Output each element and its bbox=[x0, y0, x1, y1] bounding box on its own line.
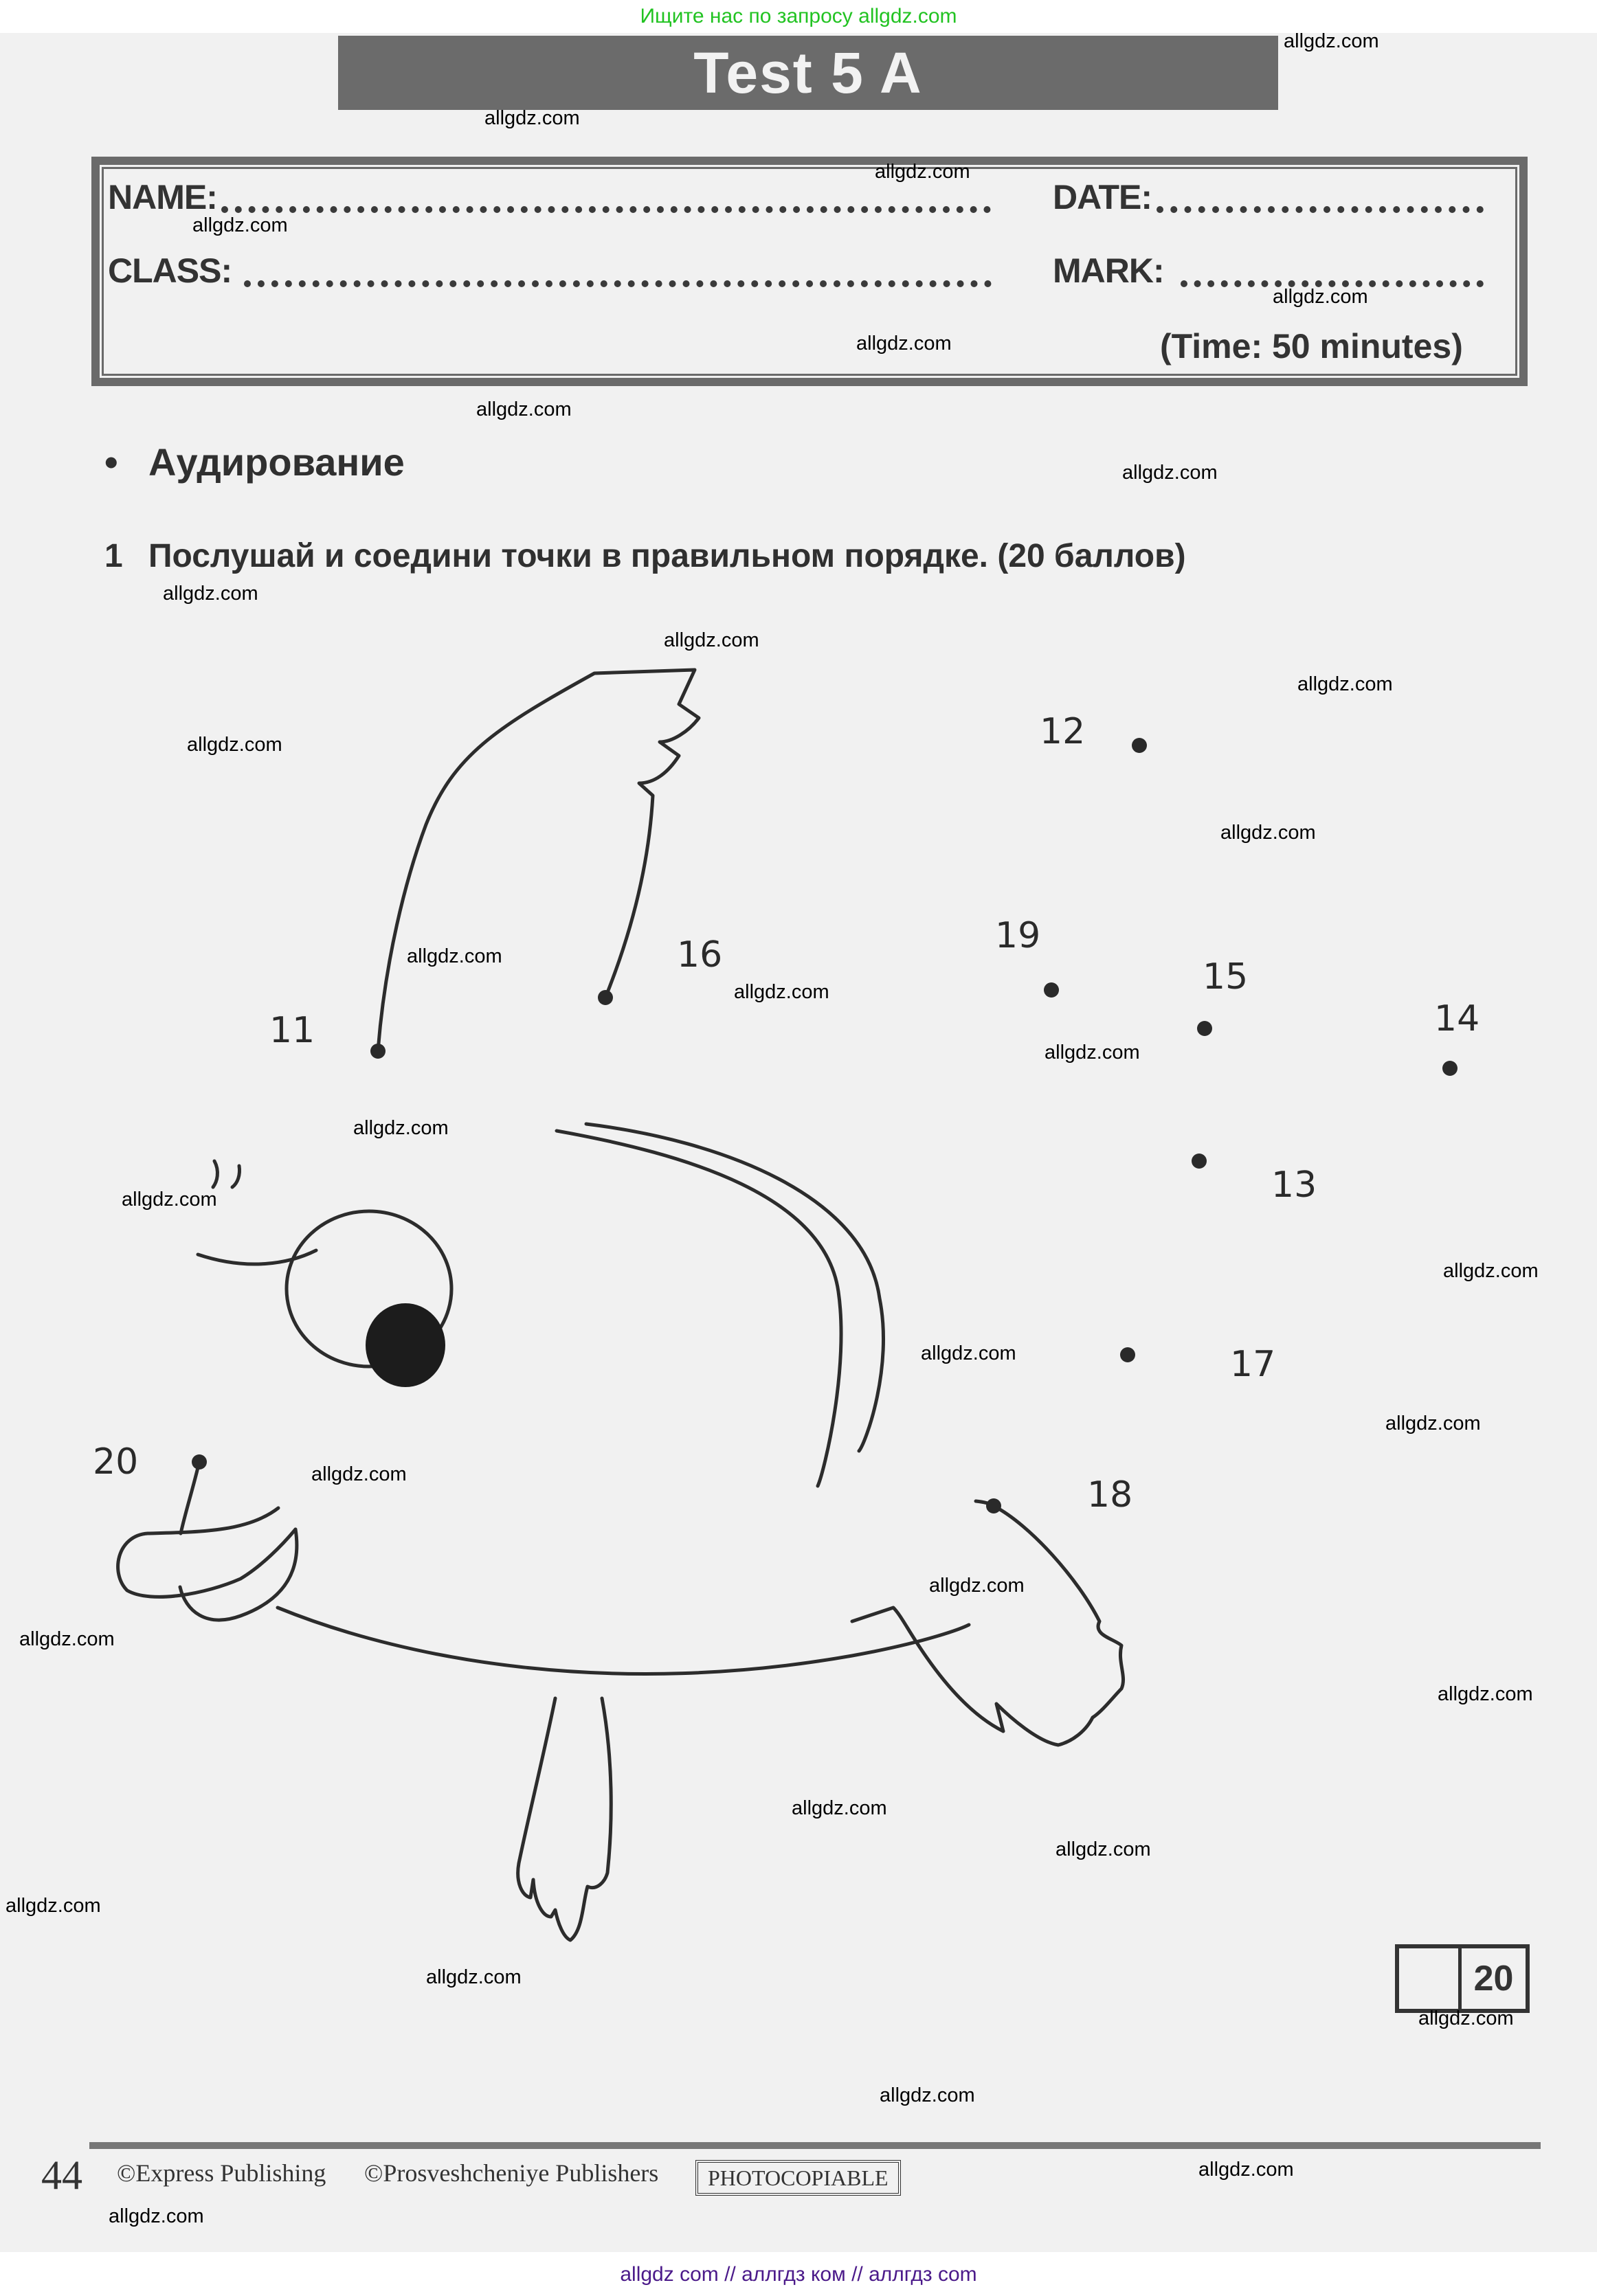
watermark-text: allgdz.com bbox=[1297, 673, 1393, 695]
watermark-text: allgdz.com bbox=[122, 1189, 217, 1211]
score-max: 20 bbox=[1473, 1959, 1514, 1999]
class-label: CLASS: bbox=[108, 251, 232, 290]
watermark-text: allgdz.com bbox=[5, 1895, 101, 1917]
watermark-text: allgdz.com bbox=[476, 398, 572, 420]
watermark-text: allgdz.com bbox=[109, 2205, 204, 2227]
watermark-text: allgdz.com bbox=[875, 161, 970, 183]
bottom-ad-banner[interactable]: allgdz com // аллгдз ком // аллгдз com bbox=[0, 2253, 1597, 2296]
watermark-text: allgdz.com bbox=[921, 1342, 1016, 1364]
dot-label-18: 18 bbox=[1087, 1474, 1133, 1516]
dot-label-14: 14 bbox=[1434, 998, 1480, 1039]
dot-label-17: 17 bbox=[1230, 1344, 1276, 1385]
dot-label-13: 13 bbox=[1271, 1164, 1317, 1206]
watermark-text: allgdz.com bbox=[19, 1628, 115, 1650]
dot-label-15: 15 bbox=[1203, 956, 1249, 998]
watermark-text: allgdz.com bbox=[163, 583, 258, 605]
back-outline-inner bbox=[557, 1131, 841, 1486]
watermark-text: allgdz.com bbox=[1045, 1042, 1140, 1063]
watermark-text: allgdz.com bbox=[664, 629, 759, 651]
task-number: 1 bbox=[104, 538, 123, 574]
watermark-text: allgdz.com bbox=[929, 1575, 1025, 1597]
score-input[interactable] bbox=[1399, 1948, 1462, 2009]
mark-label: MARK: bbox=[1053, 251, 1164, 290]
watermark-text: allgdz.com bbox=[1122, 462, 1218, 484]
section-bullet: • bbox=[104, 440, 118, 484]
watermark-text: allgdz.com bbox=[1438, 1683, 1533, 1705]
under-eye-line bbox=[198, 1250, 316, 1264]
watermark-text: allgdz.com bbox=[407, 945, 502, 967]
leg-outline bbox=[518, 1698, 612, 1940]
watermark-text: allgdz.com bbox=[1056, 1838, 1151, 1860]
section-title: Аудирование bbox=[148, 440, 405, 484]
wing-outline bbox=[378, 670, 699, 1051]
page-number: 44 bbox=[41, 2152, 82, 2198]
publisher-express: ©Express Publishing bbox=[117, 2159, 326, 2187]
watermark-text: allgdz.com bbox=[1418, 2007, 1514, 2029]
watermark-text: allgdz.com bbox=[1385, 1413, 1481, 1434]
watermark-text: allgdz.com bbox=[1198, 2159, 1294, 2181]
watermark-text: allgdz.com bbox=[311, 1463, 407, 1485]
watermark-text: allgdz.com bbox=[1273, 286, 1368, 308]
top-ad-banner[interactable]: Ищите нас по запросу allgdz.com bbox=[0, 0, 1597, 33]
watermark-text: allgdz.com bbox=[856, 333, 952, 354]
watermark-text: allgdz.com bbox=[1220, 822, 1316, 844]
beak-lower bbox=[180, 1529, 969, 1674]
footer-divider bbox=[89, 2142, 1541, 2149]
watermark-text: allgdz.com bbox=[792, 1797, 887, 1819]
dot-label-11: 11 bbox=[269, 1010, 315, 1051]
watermark-text: allgdz.com bbox=[484, 107, 580, 129]
dot-label-19: 19 bbox=[995, 915, 1041, 956]
pupil bbox=[366, 1303, 445, 1387]
dot-label-16: 16 bbox=[677, 934, 723, 976]
publisher-prosveshcheniye: ©Prosveshcheniye Publishers bbox=[364, 2159, 659, 2187]
watermark-text: allgdz.com bbox=[880, 2084, 975, 2106]
watermark-text: allgdz.com bbox=[187, 734, 282, 756]
eyelash-1 bbox=[213, 1161, 217, 1187]
date-label: DATE: bbox=[1053, 178, 1152, 216]
watermark-text: allgdz.com bbox=[1443, 1260, 1539, 1282]
watermark-text: allgdz.com bbox=[192, 214, 288, 236]
photocopiable-badge: PHOTOCOPIABLE bbox=[695, 2160, 901, 2196]
eyelash-2 bbox=[232, 1166, 240, 1187]
beak-upper bbox=[118, 1462, 295, 1597]
score-box bbox=[1395, 1944, 1530, 2013]
watermark-text: allgdz.com bbox=[734, 981, 829, 1003]
watermark-text: allgdz.com bbox=[353, 1117, 449, 1139]
dot-label-12: 12 bbox=[1040, 711, 1086, 752]
tail-outline bbox=[852, 1506, 1124, 1745]
test-title: Test 5 A bbox=[338, 36, 1278, 110]
watermark-text: allgdz.com bbox=[1284, 30, 1379, 52]
task-instruction: Послушай и соедини точки в правильном порядке. (20 баллов) bbox=[148, 538, 1186, 574]
name-label: NAME: bbox=[108, 178, 217, 216]
watermark-text: allgdz.com bbox=[426, 1966, 522, 1988]
dot-label-20: 20 bbox=[93, 1441, 139, 1483]
time-limit: (Time: 50 minutes) bbox=[1160, 327, 1463, 365]
